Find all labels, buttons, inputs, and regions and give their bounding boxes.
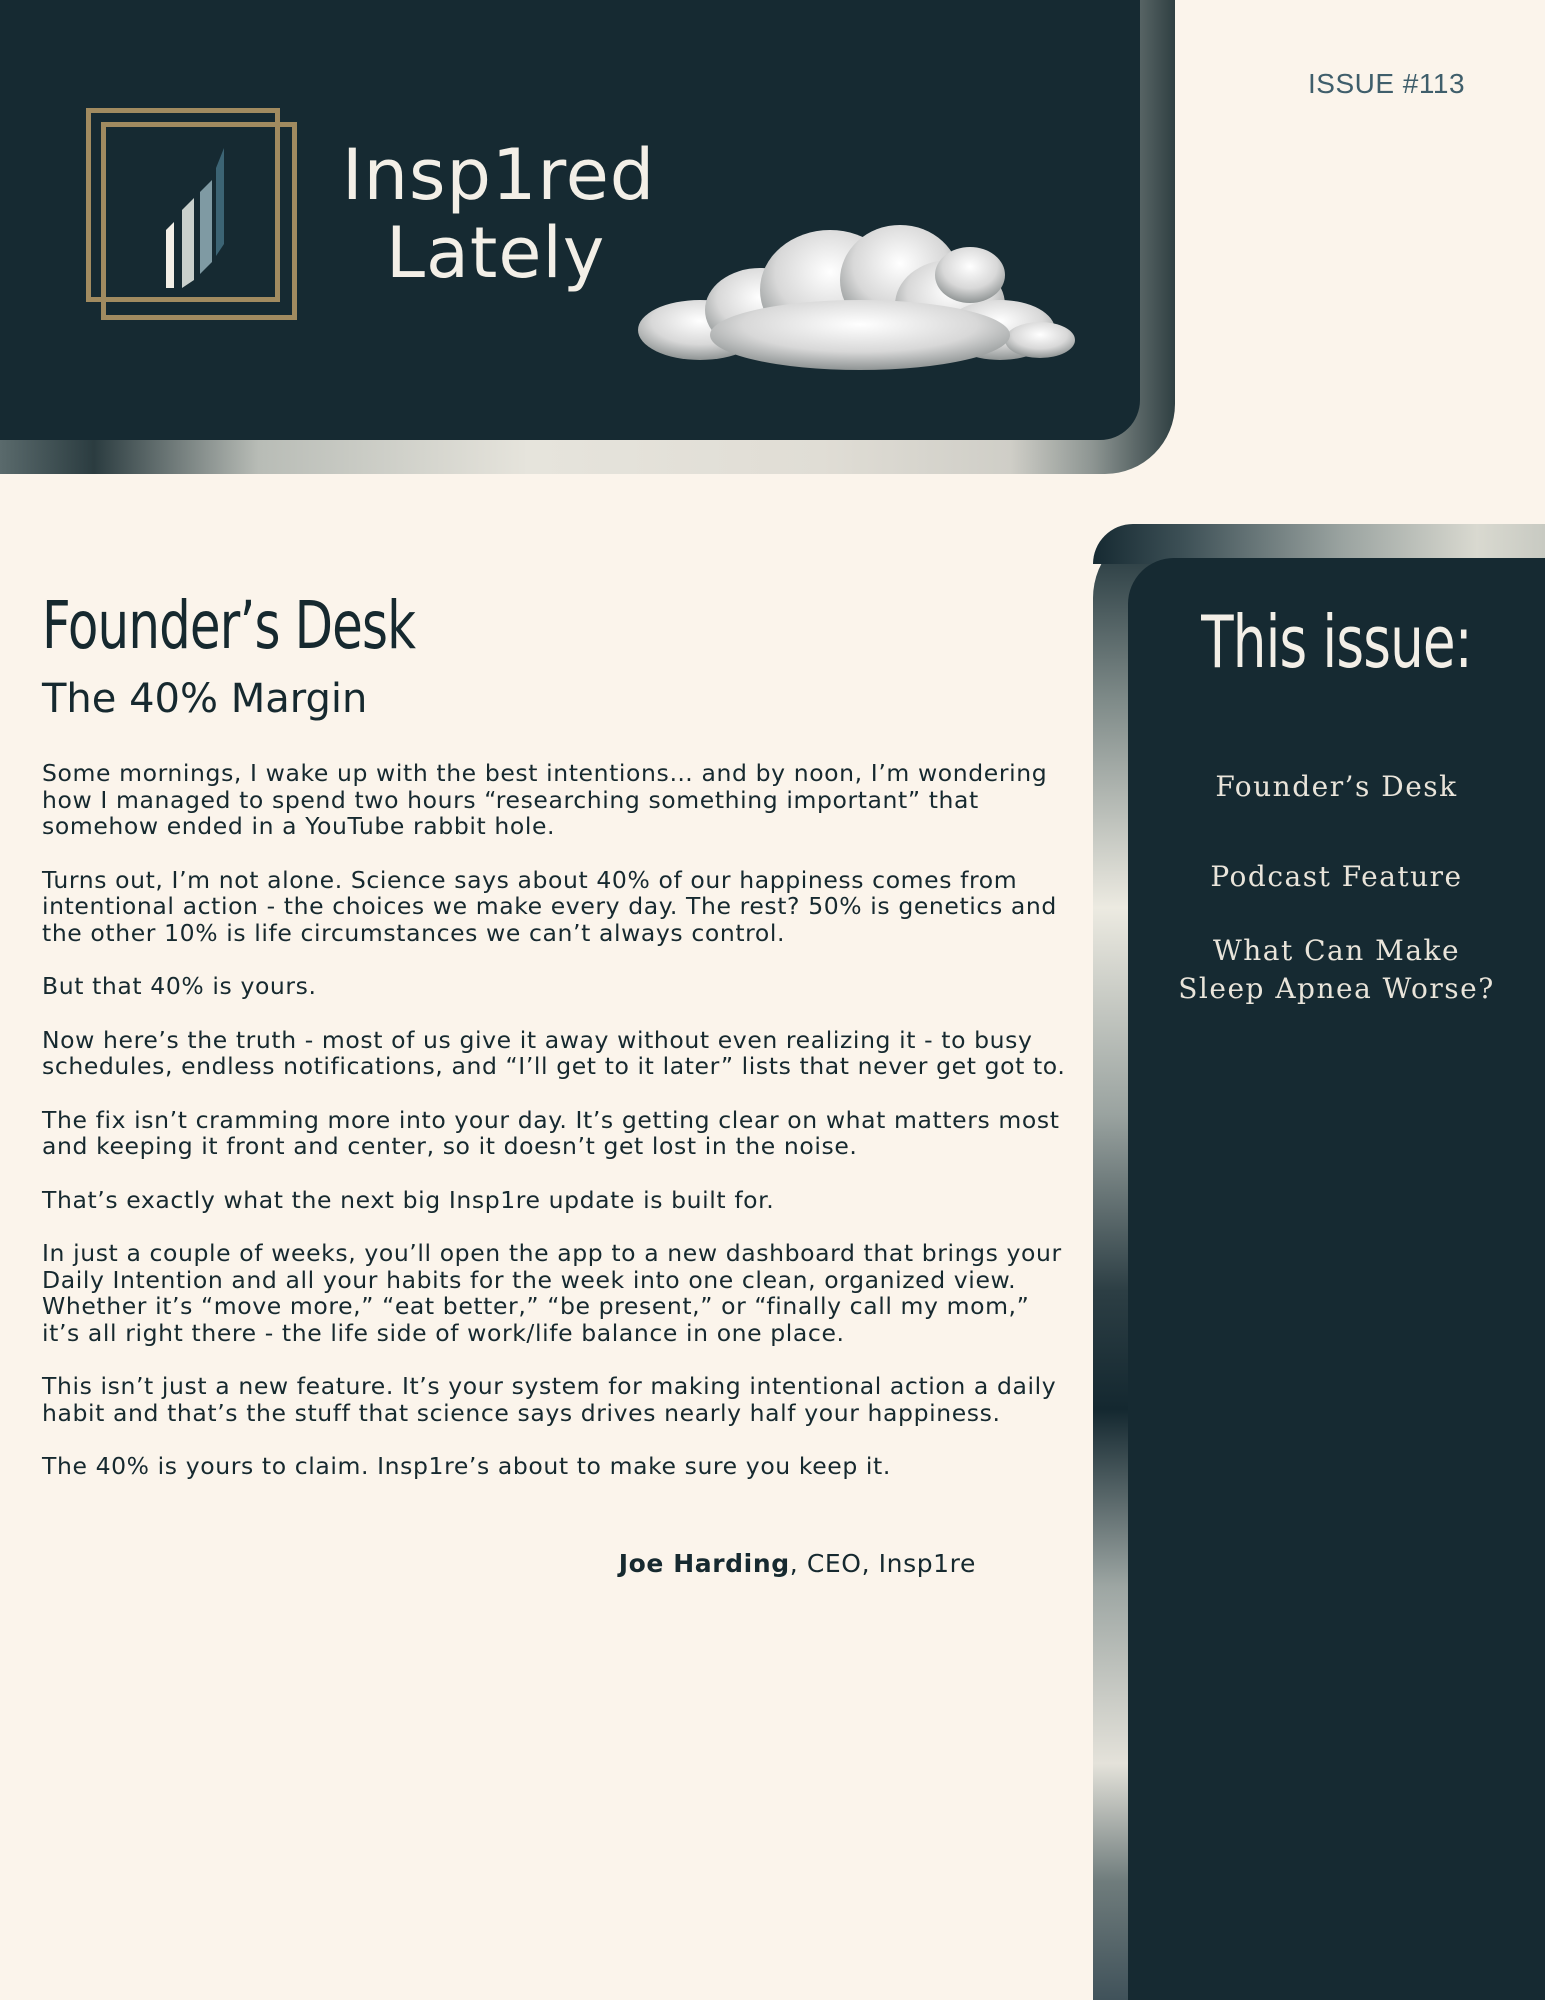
paragraph: In just a couple of weeks, you’ll open the app to a new dashboard that brings your Daily Intention and all your habits for the week into one clean, organized view. Whether it’s “move more,” “eat better,” “be present,” or “finally call my mom,” it’s all right there - the life side of work/life balance in one place. (42, 1239, 1062, 1347)
table-of-contents (1128, 768, 1545, 1008)
signature-name: Joe Harding (618, 1549, 790, 1578)
paragraph: This isn’t just a new feature. It’s your system for making intentional action a daily habit and that’s the stuff that science says drives nearly half your happiness. (42, 1372, 1057, 1427)
article-title: Founder’s Desk (42, 587, 416, 664)
toc-item-founders-desk[interactable]: Founder’s Desk (1215, 770, 1458, 803)
paragraph: That’s exactly what the next big Insp1re update is built for. (42, 1185, 775, 1214)
paragraph: But that 40% is yours. (42, 972, 317, 1000)
brand-name-line2: Lately (386, 212, 606, 294)
logo-bars-icon (160, 140, 240, 290)
issue-number: ISSUE #113 (1308, 68, 1466, 99)
cloud-image (630, 210, 1090, 380)
sidebar-title: This issue: (1201, 600, 1472, 684)
article-founders-desk (42, 584, 1072, 1578)
toc-item-podcast-feature[interactable]: Podcast Feature (1210, 860, 1463, 893)
paragraph: Some mornings, I wake up with the best intentions… and by noon, I’m wondering how I managed to spend two hours “researching something important” that somehow ended in a YouTube rabbit hole. (42, 759, 1048, 840)
signature (42, 1549, 976, 1578)
article-body (42, 760, 1072, 1480)
paragraph: Now here’s the truth - most of us give it away without even realizing it - to busy schedules, endless notifications, and “I’ll get to it later” lists that never get got to. (42, 1025, 1066, 1080)
paragraph: The 40% is yours to claim. Insp1re’s about to make sure you keep it. (42, 1452, 891, 1480)
signature-role: , CEO, Insp1re (789, 1549, 976, 1578)
sidebar-this-issue (1128, 558, 1545, 2000)
paragraph: Turns out, I’m not alone. Science says about 40% of our happiness comes from intentional action - the choices we make every day. The rest? 50% is genetics and the other 10% is life circumstances we can’t always control. (42, 865, 1057, 947)
header-banner (0, 0, 1140, 440)
paragraph: The fix isn’t cramming more into your day. It’s getting clear on what matters most and keeping it front and center, so it doesn’t get lost in the noise. (42, 1105, 1060, 1160)
brand-name-line1: Insp1red (342, 134, 656, 216)
toc-item-sleep-apnea[interactable]: What Can Make Sleep Apnea Worse? (1178, 934, 1495, 1005)
article-subtitle: The 40% Margin (42, 676, 368, 722)
